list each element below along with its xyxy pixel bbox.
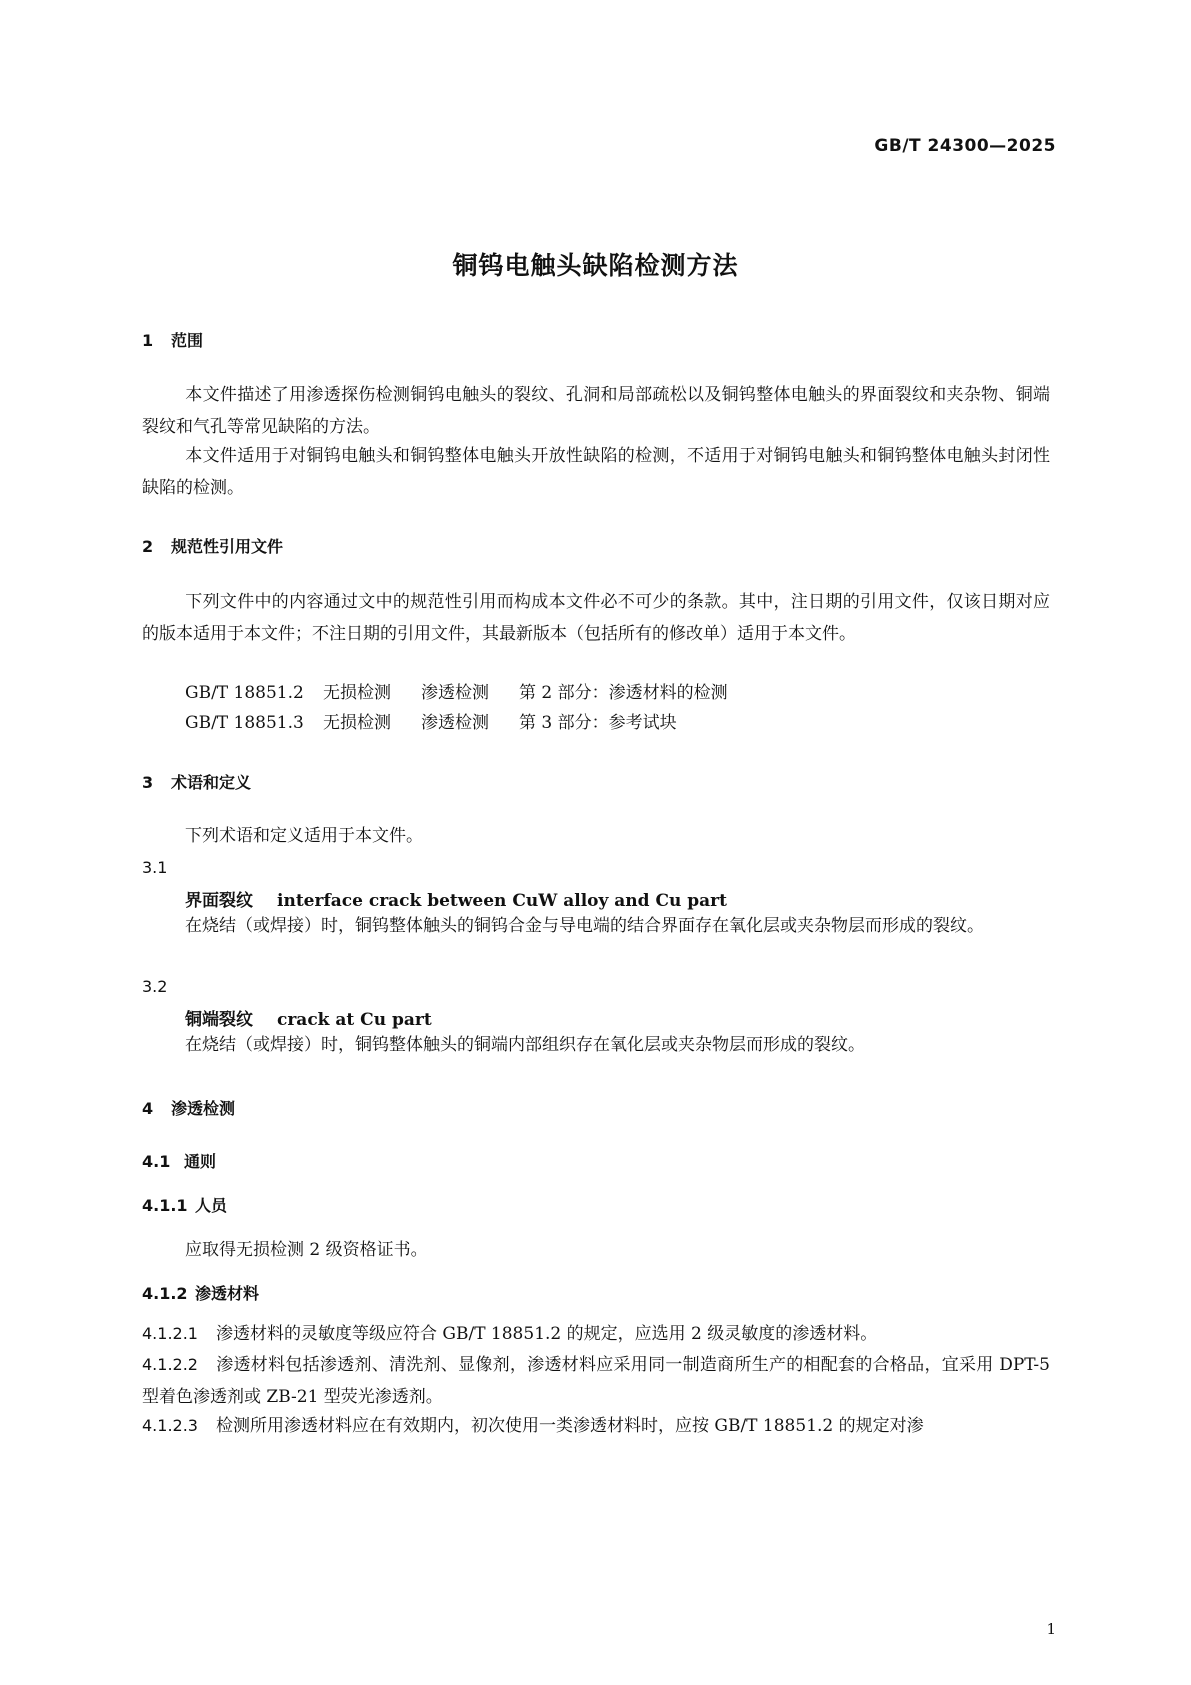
section-title: 通则 <box>184 1152 217 1171</box>
paragraph: 下列文件中的内容通过文中的规范性引用而构成本文件必不可少的条款。其中，注日期的引用文件，仅该日期对应的版本适用于本文件；不注日期的引用文件，其最新版本（包括所有的修改单）适用于本文件。 <box>142 592 1050 644</box>
paragraph: 本文件描述了用渗透探伤检测铜钨电触头的裂纹、孔洞和局部疏松以及铜钨整体电触头的界面裂纹和夹杂物、铜端裂纹和气孔等常见缺陷的方法。 <box>142 385 1050 437</box>
term-definition: 在烧结（或焊接）时，铜钨整体触头的铜端内部组织存在氧化层或夹杂物层而形成的裂纹。 <box>185 1035 865 1055</box>
paragraph: 下列术语和定义适用于本文件。 <box>185 826 423 846</box>
clause-4-1-2-1: 4.1.2.1 渗透材料的灵敏度等级应符合 GB/T 18851.2 的规定，应选用 2 级灵敏度的渗透材料。 <box>142 1324 878 1344</box>
normative-reference: GB/T 18851.3 无损检测 渗透检测 第 3 部分：参考试块 <box>185 713 677 733</box>
section-title: 人员 <box>195 1196 228 1215</box>
section-title: 渗透检测 <box>171 1099 236 1118</box>
clause-4-1-2-3: 4.1.2.3 检测所用渗透材料应在有效期内，初次使用一类渗透材料时，应按 GB/T 18851.2 的规定对渗 <box>142 1416 924 1436</box>
section-2-heading <box>142 534 283 557</box>
section-number: 4.1.2 <box>142 1284 188 1303</box>
section-title: 规范性引用文件 <box>171 537 284 556</box>
section-3-heading <box>142 770 251 793</box>
paragraph: 本文件适用于对铜钨电触头和铜钨整体电触头开放性缺陷的检测，不适用于对铜钨电触头和铜钨整体电触头封闭性缺陷的检测。 <box>142 446 1050 498</box>
section-number: 3 <box>142 773 154 792</box>
section-number: 4.1 <box>142 1152 171 1171</box>
standard-number: GB/T 24300—2025 <box>874 136 1056 156</box>
section-title: 渗透材料 <box>195 1284 260 1303</box>
term-entry: 界面裂纹 interface crack between CuW alloy and Cu part <box>185 891 727 911</box>
subsection-4-1-1-heading <box>142 1193 227 1216</box>
section-1-heading <box>142 328 203 351</box>
section-number: 4.1.1 <box>142 1196 188 1215</box>
paragraph: 应取得无损检测 2 级资格证书。 <box>185 1240 428 1260</box>
term-number: 3.1 <box>142 858 168 877</box>
clause-4-1-2-2: 4.1.2.2 渗透材料包括渗透剂、清洗剂、显像剂，渗透材料应采用同一制造商所生产的相配套的合格品，宜采用 DPT-5 型着色渗透剂或 ZB-21 型荧光渗透剂。 <box>142 1355 1050 1407</box>
section-number: 2 <box>142 537 154 556</box>
term-entry: 铜端裂纹 crack at Cu part <box>185 1010 432 1030</box>
page-number: 1 <box>1046 1620 1056 1638</box>
document-title: 铜钨电触头缺陷检测方法 <box>452 251 739 280</box>
term-number: 3.2 <box>142 977 168 996</box>
subsection-4-1-heading <box>142 1149 216 1172</box>
section-title: 术语和定义 <box>171 773 252 792</box>
normative-reference: GB/T 18851.2 无损检测 渗透检测 第 2 部分：渗透材料的检测 <box>185 683 728 703</box>
section-4-heading <box>142 1096 235 1119</box>
section-number: 1 <box>142 331 154 350</box>
section-number: 4 <box>142 1099 154 1118</box>
subsection-4-1-2-heading <box>142 1281 259 1304</box>
term-definition: 在烧结（或焊接）时，铜钨整体触头的铜钨合金与导电端的结合界面存在氧化层或夹杂物层而形成的裂纹。 <box>185 916 984 936</box>
section-title: 范围 <box>171 331 204 350</box>
